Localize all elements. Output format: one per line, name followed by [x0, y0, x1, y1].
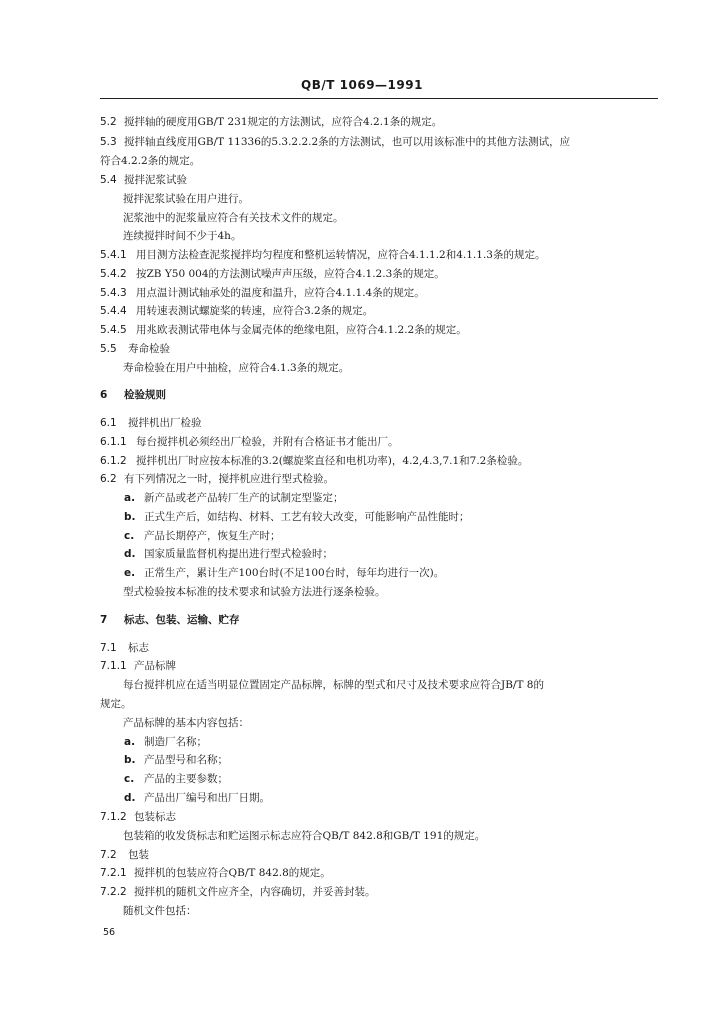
clause-number: 6.1.2: [100, 455, 127, 467]
clause-5-3: [100, 135, 570, 149]
clause-text: 按ZB Y50 004的方法测试噪声声压级，应符合4.1.2.3条的规定。: [136, 268, 445, 280]
clause-7-1-1: [100, 659, 176, 673]
clause-5-4-2: [100, 267, 445, 281]
clause-5-5: [100, 342, 170, 356]
clause-number: 5.3: [100, 136, 117, 148]
clause-title: 搅拌机出厂检验: [128, 417, 202, 429]
list-text: 产品长期停产，恢复生产时；: [144, 530, 281, 542]
clause-text: 搅拌机的随机文件应齐全，内容确切，并妥善封装。: [134, 886, 376, 898]
text-line: 规定。: [100, 698, 132, 710]
section-title: 标志、包装、运输、贮存: [124, 614, 240, 626]
text-line: 搅拌泥浆试验在用户进行。: [123, 193, 249, 205]
section-title: 检验规则: [124, 389, 166, 401]
clause-5-2: [100, 115, 442, 129]
clause-title: 搅拌泥浆试验: [124, 174, 187, 186]
list-item: [124, 753, 228, 767]
text-line: 寿命检验在用户中抽检，应符合4.1.3条的规定。: [123, 362, 350, 374]
text-line: 泥浆池中的泥浆量应符合有关技术文件的规定。: [123, 212, 344, 224]
clause-text: 用兆欧表测试带电体与金属壳体的绝缘电阻，应符合4.1.2.2条的规定。: [136, 324, 467, 336]
clause-title: 包装: [128, 849, 149, 861]
list-letter: c.: [124, 530, 135, 542]
text-line: 包装箱的收发货标志和贮运图示标志应符合QB/T 842.8和GB/T 191的规定。: [123, 830, 486, 842]
clause-6-1-2: [100, 454, 528, 468]
clause-number: 7.2.1: [100, 867, 127, 879]
clause-number: 7.1.2: [100, 811, 127, 823]
clause-text: 搅拌轴直线度用GB/T 11336的5.3.2.2.2条的方法测试，也可以用该标准中的其他方法测试，应: [124, 136, 571, 148]
clause-title: 寿命检验: [128, 343, 170, 355]
clause-7-2-1: [100, 866, 331, 880]
list-text: 制造厂名称；: [144, 736, 207, 748]
clause-5-4: [100, 173, 187, 187]
list-letter: b.: [124, 754, 136, 766]
clause-5-4-4: [100, 304, 373, 318]
clause-text: 有下列情况之一时，搅拌机应进行型式检验。: [124, 473, 334, 485]
clause-6-1: [100, 416, 202, 430]
clause-title: 包装标志: [134, 811, 176, 823]
clause-number: 7.2.2: [100, 886, 127, 898]
list-item: [124, 566, 444, 580]
section-number: 6: [100, 389, 108, 401]
list-text: 国家质量监督机构提出进行型式检验时；: [144, 548, 333, 560]
list-letter: d.: [124, 792, 136, 804]
text-line: 型式检验按本标准的技术要求和试验方法进行逐条检验。: [123, 586, 386, 598]
clause-text: 用转速表测试螺旋桨的转速，应符合3.2条的规定。: [136, 305, 374, 317]
clause-number: 5.4.3: [100, 287, 127, 299]
text-line: 每台搅拌机应在适当明显位置固定产品标牌，标牌的型式和尺寸及技术要求应符合JB/T 8的: [123, 679, 544, 691]
section-7-heading: [100, 613, 240, 627]
clause-number: 6.2: [100, 473, 117, 485]
text-line: 连续搅拌时间不少于4h。: [123, 230, 242, 242]
list-text: 正常生产，累计生产100台时(不足100台时，每年均进行一次)。: [144, 567, 445, 579]
list-text: 产品的主要参数；: [144, 773, 228, 785]
clause-title: 产品标牌: [134, 660, 176, 672]
section-number: 7: [100, 614, 108, 626]
clause-text: 搅拌机的包装应符合QB/T 842.8的规定。: [134, 867, 331, 879]
page-number: 56: [103, 927, 116, 938]
clause-5-4-1: [100, 248, 545, 262]
list-item: [124, 491, 344, 505]
clause-number: 5.4.4: [100, 305, 127, 317]
text-line: 随机文件包括：: [123, 905, 197, 917]
clause-7-2-2: [100, 885, 376, 899]
text-line: 产品标牌的基本内容包括：: [123, 717, 249, 729]
list-item: [124, 510, 470, 524]
clause-number: 7.2: [100, 849, 117, 861]
header-rule: [100, 98, 658, 99]
list-letter: b.: [124, 511, 136, 523]
list-text: 产品出厂编号和出厂日期。: [144, 792, 270, 804]
clause-number: 7.1: [100, 642, 117, 654]
clause-number: 7.1.1: [100, 660, 127, 672]
clause-number: 6.1.1: [100, 436, 127, 448]
clause-7-2: [100, 848, 149, 862]
clause-text: 用目测方法检查泥浆搅拌均匀程度和整机运转情况，应符合4.1.1.2和4.1.1.3条的规定。: [136, 249, 546, 261]
list-item: [124, 791, 270, 805]
list-text: 正式生产后，如结构、材料、工艺有较大改变，可能影响产品性能时；: [144, 511, 470, 523]
list-letter: d.: [124, 548, 136, 560]
text-line: 符合4.2.2条的规定。: [100, 155, 201, 167]
clause-text: 搅拌机出厂时应按本标准的3.2(螺旋桨直径和电机功率)，4.2,4.3,7.1和7.2条检验。: [136, 455, 529, 467]
list-text: 产品型号和名称；: [144, 754, 228, 766]
clause-6-1-1: [100, 435, 399, 449]
clause-number: 5.5: [100, 343, 117, 355]
list-item: [124, 772, 228, 786]
clause-text: 搅拌轴的硬度用GB/T 231规定的方法测试，应符合4.2.1条的规定。: [124, 116, 443, 128]
clause-text: 用点温计测试轴承处的温度和温升，应符合4.1.1.4条的规定。: [136, 287, 425, 299]
clause-number: 5.4: [100, 174, 117, 186]
clause-number: 5.2: [100, 116, 117, 128]
list-item: [124, 735, 207, 749]
clause-number: 6.1: [100, 417, 117, 429]
clause-7-1-2: [100, 810, 176, 824]
clause-5-4-3: [100, 286, 425, 300]
clause-title: 标志: [128, 642, 149, 654]
clause-5-4-5: [100, 323, 467, 337]
clause-7-1: [100, 641, 149, 655]
page-header-standard-number: QB/T 1069—1991: [301, 78, 423, 92]
list-letter: a.: [124, 492, 136, 504]
section-6-heading: [100, 388, 166, 402]
clause-number: 5.4.5: [100, 324, 127, 336]
clause-number: 5.4.2: [100, 268, 127, 280]
list-letter: a.: [124, 736, 136, 748]
clause-text: 每台搅拌机必须经出厂检验，并附有合格证书才能出厂。: [136, 436, 399, 448]
clause-number: 5.4.1: [100, 249, 127, 261]
list-item: [124, 547, 333, 561]
list-item: [124, 529, 281, 543]
clause-6-2: [100, 472, 334, 486]
list-text: 新产品或老产品转厂生产的试制定型鉴定；: [144, 492, 344, 504]
list-letter: c.: [124, 773, 135, 785]
list-letter: e.: [124, 567, 136, 579]
